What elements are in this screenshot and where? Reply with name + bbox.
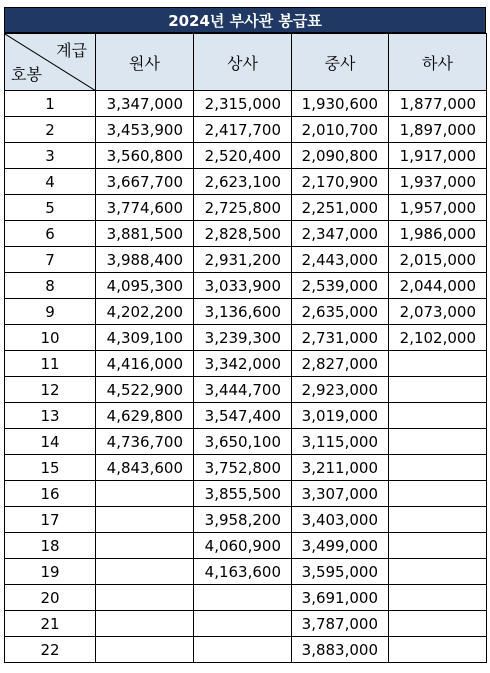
salary-cell: 3,958,200: [194, 507, 292, 533]
salary-cell: 4,522,900: [96, 377, 194, 403]
step-cell: 13: [5, 403, 96, 429]
step-cell: 5: [5, 195, 96, 221]
column-header: 상사: [194, 34, 292, 91]
step-cell: 7: [5, 247, 96, 273]
table-row: [5, 403, 487, 429]
salary-cell: 2,725,800: [194, 195, 292, 221]
salary-cell: 2,251,000: [292, 195, 389, 221]
salary-cell: 1,957,000: [389, 195, 487, 221]
salary-cell: 2,315,000: [194, 91, 292, 117]
salary-cell: [194, 585, 292, 611]
salary-cell: 3,752,800: [194, 455, 292, 481]
salary-cell: 3,444,700: [194, 377, 292, 403]
step-cell: 12: [5, 377, 96, 403]
salary-cell: 2,623,100: [194, 169, 292, 195]
salary-cell: 1,917,000: [389, 143, 487, 169]
column-header: 하사: [389, 34, 487, 91]
salary-cell: 3,033,900: [194, 273, 292, 299]
table-row: [5, 455, 487, 481]
step-cell: 11: [5, 351, 96, 377]
step-cell: 10: [5, 325, 96, 351]
salary-cell: 2,090,800: [292, 143, 389, 169]
step-cell: 17: [5, 507, 96, 533]
salary-cell: [389, 637, 487, 663]
salary-cell: [96, 481, 194, 507]
salary-cell: 2,828,500: [194, 221, 292, 247]
table-row: [5, 325, 487, 351]
table-title: 2024년 부사관 봉급표: [4, 7, 486, 33]
table-row: [5, 611, 487, 637]
salary-cell: 1,877,000: [389, 91, 487, 117]
salary-cell: 3,883,000: [292, 637, 389, 663]
table-row: [5, 273, 487, 299]
salary-cell: 3,342,000: [194, 351, 292, 377]
salary-cell: 2,520,400: [194, 143, 292, 169]
salary-cell: 3,211,000: [292, 455, 389, 481]
salary-cell: 2,347,000: [292, 221, 389, 247]
salary-cell: 3,667,700: [96, 169, 194, 195]
salary-cell: 4,843,600: [96, 455, 194, 481]
salary-cell: 3,855,500: [194, 481, 292, 507]
table-row: [5, 481, 487, 507]
salary-cell: 3,988,400: [96, 247, 194, 273]
salary-cell: [96, 585, 194, 611]
salary-cell: 2,731,000: [292, 325, 389, 351]
salary-cell: 4,060,900: [194, 533, 292, 559]
salary-cell: 3,307,000: [292, 481, 389, 507]
salary-cell: 2,539,000: [292, 273, 389, 299]
step-cell: 3: [5, 143, 96, 169]
salary-cell: 2,170,900: [292, 169, 389, 195]
column-header: 원사: [96, 34, 194, 91]
salary-cell: [389, 403, 487, 429]
salary-cell: 4,736,700: [96, 429, 194, 455]
salary-cell: [389, 585, 487, 611]
salary-cell: 3,774,600: [96, 195, 194, 221]
step-cell: 14: [5, 429, 96, 455]
table-body: [5, 91, 487, 663]
salary-cell: [96, 559, 194, 585]
salary-cell: 2,931,200: [194, 247, 292, 273]
salary-cell: [389, 559, 487, 585]
salary-cell: 3,691,000: [292, 585, 389, 611]
salary-cell: 3,881,500: [96, 221, 194, 247]
salary-cell: 3,239,300: [194, 325, 292, 351]
salary-cell: 3,019,000: [292, 403, 389, 429]
salary-cell: 2,827,000: [292, 351, 389, 377]
step-cell: 2: [5, 117, 96, 143]
salary-cell: 1,986,000: [389, 221, 487, 247]
step-cell: 16: [5, 481, 96, 507]
step-cell: 15: [5, 455, 96, 481]
salary-cell: [96, 637, 194, 663]
salary-cell: 3,650,100: [194, 429, 292, 455]
step-cell: 18: [5, 533, 96, 559]
step-cell: 8: [5, 273, 96, 299]
table-row: [5, 585, 487, 611]
salary-cell: 1,937,000: [389, 169, 487, 195]
salary-cell: 2,443,000: [292, 247, 389, 273]
table-row: [5, 377, 487, 403]
salary-table-sheet: [4, 7, 486, 663]
salary-cell: [389, 533, 487, 559]
salary-cell: 4,095,300: [96, 273, 194, 299]
step-cell: 22: [5, 637, 96, 663]
step-cell: 4: [5, 169, 96, 195]
salary-cell: 3,453,900: [96, 117, 194, 143]
salary-cell: 2,417,700: [194, 117, 292, 143]
column-header: 중사: [292, 34, 389, 91]
table-row: [5, 91, 487, 117]
salary-cell: 4,202,200: [96, 299, 194, 325]
salary-cell: 3,595,000: [292, 559, 389, 585]
table-row: [5, 143, 487, 169]
step-cell: 9: [5, 299, 96, 325]
salary-cell: [96, 611, 194, 637]
table-row: [5, 221, 487, 247]
salary-cell: 4,416,000: [96, 351, 194, 377]
salary-cell: [389, 481, 487, 507]
step-cell: 6: [5, 221, 96, 247]
rank-axis-label: 계급: [56, 41, 87, 60]
step-cell: 19: [5, 559, 96, 585]
salary-cell: 3,560,800: [96, 143, 194, 169]
salary-table: [4, 33, 487, 663]
salary-cell: 3,403,000: [292, 507, 389, 533]
salary-cell: [194, 611, 292, 637]
salary-cell: [389, 377, 487, 403]
salary-cell: 1,897,000: [389, 117, 487, 143]
table-row: [5, 533, 487, 559]
salary-cell: [96, 533, 194, 559]
salary-cell: [389, 507, 487, 533]
table-row: [5, 195, 487, 221]
salary-cell: 3,115,000: [292, 429, 389, 455]
table-row: [5, 117, 487, 143]
salary-cell: 3,347,000: [96, 91, 194, 117]
salary-cell: 3,136,600: [194, 299, 292, 325]
salary-cell: 2,044,000: [389, 273, 487, 299]
salary-cell: [389, 455, 487, 481]
step-cell: 20: [5, 585, 96, 611]
salary-cell: 2,073,000: [389, 299, 487, 325]
salary-cell: 3,787,000: [292, 611, 389, 637]
table-row: [5, 351, 487, 377]
table-row: [5, 169, 487, 195]
salary-cell: 3,499,000: [292, 533, 389, 559]
corner-header-cell: [5, 34, 96, 91]
salary-cell: 4,629,800: [96, 403, 194, 429]
salary-cell: 1,930,600: [292, 91, 389, 117]
salary-cell: 2,635,000: [292, 299, 389, 325]
table-row: [5, 559, 487, 585]
table-row: [5, 247, 487, 273]
salary-cell: [389, 429, 487, 455]
table-row: [5, 299, 487, 325]
table-row: [5, 429, 487, 455]
table-row: [5, 507, 487, 533]
salary-cell: [194, 637, 292, 663]
salary-cell: [389, 351, 487, 377]
step-axis-label: 호봉: [11, 65, 42, 84]
salary-cell: [389, 611, 487, 637]
salary-cell: [96, 507, 194, 533]
salary-cell: 4,309,100: [96, 325, 194, 351]
table-row: [5, 637, 487, 663]
salary-cell: 4,163,600: [194, 559, 292, 585]
salary-cell: 2,015,000: [389, 247, 487, 273]
salary-cell: 2,923,000: [292, 377, 389, 403]
salary-cell: 2,010,700: [292, 117, 389, 143]
salary-cell: 3,547,400: [194, 403, 292, 429]
step-cell: 21: [5, 611, 96, 637]
header-row: [5, 34, 487, 91]
step-cell: 1: [5, 91, 96, 117]
salary-cell: 2,102,000: [389, 325, 487, 351]
